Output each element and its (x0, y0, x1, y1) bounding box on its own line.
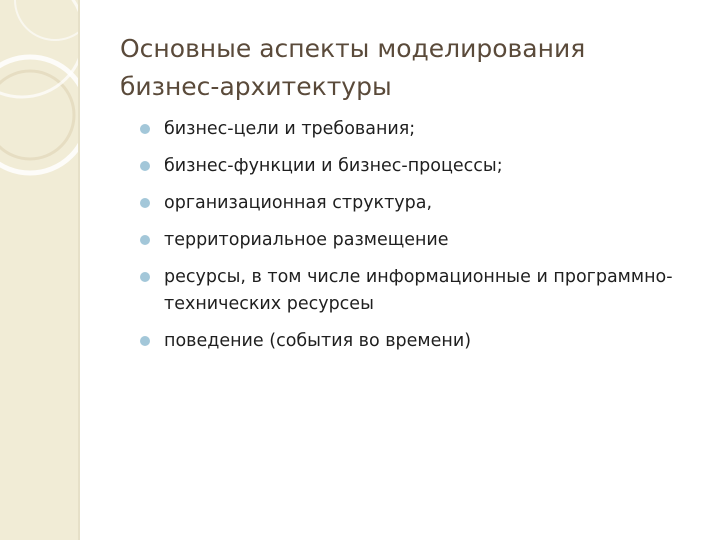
decorative-left-band (0, 0, 78, 540)
bullet-dot-icon (140, 161, 150, 171)
list-item (152, 153, 692, 180)
band-divider (78, 0, 80, 540)
list-item-text: бизнес-цели и требования; (164, 119, 416, 139)
list-item (152, 190, 692, 217)
slide-title: Основные аспекты моделирования бизнес-архитектуры (120, 34, 586, 101)
list-item-text: организационная структура, (164, 193, 433, 213)
list-item (152, 328, 692, 355)
list-item-text: бизнес-функции и бизнес-процессы; (164, 156, 503, 176)
decorative-circles (0, 0, 78, 540)
bullet-dot-icon (140, 336, 150, 346)
bullet-dot-icon (140, 235, 150, 245)
bullet-dot-icon (140, 272, 150, 282)
list-item-text: ресурсы, в том числе информационные и программно-технических ресурсеы (164, 267, 673, 314)
bullet-list (152, 116, 692, 365)
list-item (152, 116, 692, 143)
bullet-dot-icon (140, 124, 150, 134)
bullet-dot-icon (140, 198, 150, 208)
list-item (152, 227, 692, 254)
list-item-text: территориальное размещение (164, 230, 449, 250)
list-item-text: поведение (события во времени) (164, 331, 472, 351)
list-item (152, 264, 692, 318)
